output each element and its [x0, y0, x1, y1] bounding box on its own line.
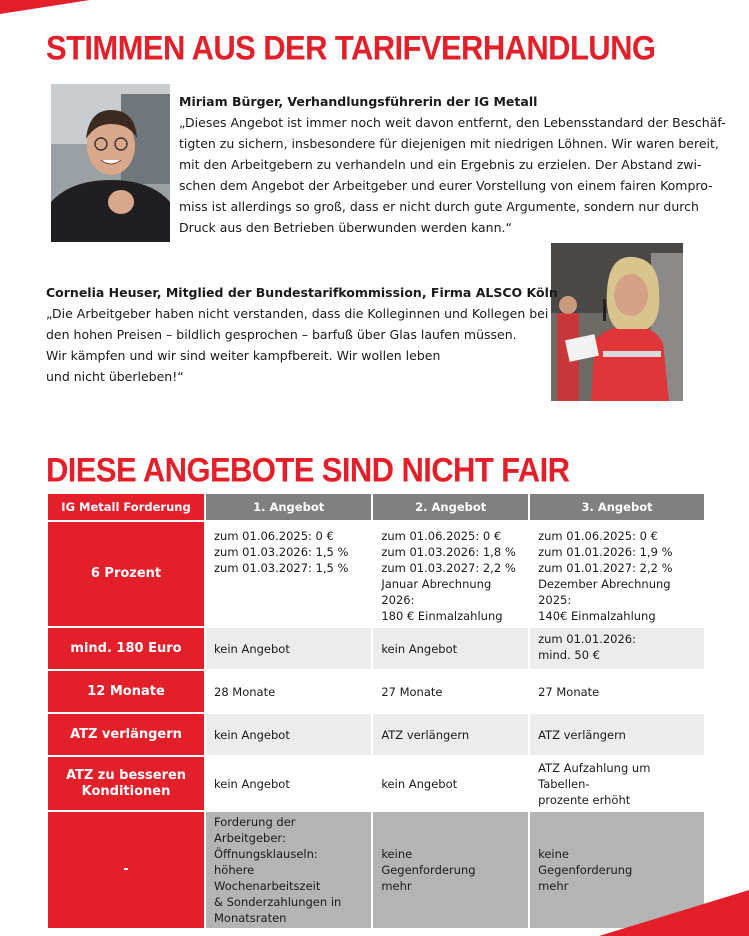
offer-cell: [373, 628, 528, 669]
demand-label: 6 Prozent: [90, 566, 162, 581]
demand-cell: [48, 628, 204, 669]
offer-line: prozente erhöht: [538, 793, 631, 807]
demand-label: 12 Monate: [87, 683, 165, 699]
offer-line: zum 01.01.2026:: [538, 632, 636, 646]
offer-line: höhere Wochenarbeitszeit: [214, 863, 321, 893]
offer-line: kein Angebot: [381, 641, 458, 656]
offer-line: ATZ Aufzahlung um Tabellen-: [538, 761, 651, 791]
quote2-speaker: Cornelia Heuser, Mitglied der Bundestarifkommission, Firma ALSCO Köln: [46, 285, 558, 300]
offer-cell: [206, 522, 371, 626]
offer-line: 28 Monate: [214, 684, 276, 699]
photo-miriam-buerger: [51, 84, 170, 242]
offer-line: kein Angebot: [214, 776, 290, 791]
section-title-offers: DIESE ANGEBOTE SIND NICHT FAIR: [46, 450, 570, 490]
offer-line: kein Angebot: [381, 776, 458, 791]
demand-cell: [48, 522, 204, 626]
offer-line: keine: [381, 847, 413, 861]
demand-cell: [48, 714, 204, 755]
offer-line: & Sonderzahlungen in: [214, 895, 342, 909]
quote1-line: tigten zu sichern, insbesondere für diejenigen mit niedrigen Löhnen. Wir waren bereit,: [179, 136, 719, 151]
table-row: [48, 757, 704, 810]
quote2-line: Wir kämpfen und wir sind weiter kampfbereit. Wir wollen leben: [46, 348, 441, 363]
header-demand: IG Metall Forderung: [48, 494, 204, 520]
offer-line: Dezember Abrechnung 2025:: [538, 577, 671, 607]
demand-cell: [48, 812, 204, 928]
offer-cell: [206, 812, 371, 928]
table-row: [48, 671, 704, 712]
quote1-line: miss ist allerdings so groß, dass er nicht durch gute Argumente, sondern nur durch: [179, 199, 699, 214]
header-offer-1: 1. Angebot: [206, 494, 371, 520]
photo-cornelia-heuser: [551, 243, 683, 401]
offer-line: keine: [538, 847, 569, 861]
offer-line: mind. 50 €: [538, 648, 600, 662]
offer-cell: [373, 812, 528, 928]
quote2-line: und nicht überleben!“: [46, 369, 184, 384]
quote2-text: [46, 303, 548, 387]
offer-line: zum 01.06.2025: 0 €: [538, 529, 658, 543]
offer-cell: [530, 628, 704, 669]
offer-line: Gegenforderung: [381, 863, 476, 877]
offer-line: zum 01.06.2025: 0 €: [381, 529, 502, 543]
table-row: [48, 522, 704, 626]
offer-line: mehr: [381, 879, 412, 893]
header-offer-2: 2. Angebot: [373, 494, 528, 520]
offer-cell: [373, 522, 528, 626]
offer-line: 27 Monate: [538, 684, 600, 699]
quote1-line: Druck aus den Betrieben überwunden werden kann.“: [179, 220, 512, 235]
quote2-line: „Die Arbeitgeber haben nicht verstanden, dass die Kolleginnen und Kollegen bei: [46, 306, 549, 321]
table-row: [48, 714, 704, 755]
offer-cell: [206, 628, 371, 669]
quote1-speaker: Miriam Bürger, Verhandlungsführerin der IG Metall: [179, 94, 538, 109]
offer-line: kein Angebot: [214, 727, 290, 742]
demand-label: Konditionen: [81, 783, 171, 799]
offer-cell: [206, 757, 371, 810]
demand-label: -: [123, 862, 129, 877]
offer-line: zum 01.06.2025: 0 €: [214, 529, 334, 543]
corner-decoration-top: [0, 0, 90, 14]
offer-line: Januar Abrechnung 2026:: [381, 577, 492, 607]
quote1-line: „Dieses Angebot ist immer noch weit davon entfernt, den Lebensstandard der Beschäf-: [179, 115, 726, 130]
offer-cell: [530, 714, 704, 755]
offer-line: zum 01.03.2026: 1,5 %: [214, 545, 349, 559]
offer-line: ATZ verlängern: [381, 727, 470, 742]
offer-cell: [206, 714, 371, 755]
offer-line: Monatsraten: [214, 911, 287, 925]
offer-line: Forderung der Arbeitgeber:: [214, 815, 296, 845]
offer-line: ATZ verlängern: [538, 727, 626, 742]
demand-cell: [48, 671, 204, 712]
offer-line: Gegenforderung: [538, 863, 633, 877]
table-row: [48, 628, 704, 669]
offer-line: Öffnungsklauseln:: [214, 847, 318, 861]
offer-cell: [530, 757, 704, 810]
offers-table: [46, 492, 706, 930]
offer-line: zum 01.03.2027: 1,5 %: [214, 561, 349, 575]
offer-line: 27 Monate: [381, 684, 443, 699]
offer-cell: [206, 671, 371, 712]
offer-cell: [373, 757, 528, 810]
demand-label: mind. 180 Euro: [70, 640, 182, 656]
header-offer-3: 3. Angebot: [530, 494, 704, 520]
quote1-line: schen dem Angebot der Arbeitgeber und eurer Vorstellung von einem fairen Kompro-: [179, 178, 713, 193]
offer-cell: [373, 671, 528, 712]
offer-line: mehr: [538, 879, 569, 893]
quote1-line: mit den Arbeitgebern zu verhandeln und ein Ergebnis zu erzielen. Der Abstand zwi-: [179, 157, 702, 172]
offer-line: 180 € Einmalzahlung: [381, 609, 503, 623]
demand-label: ATZ zu besseren: [65, 767, 187, 783]
offer-line: zum 01.01.2026: 1,9 %: [538, 545, 673, 559]
offer-line: 140€ Einmalzahlung: [538, 609, 656, 623]
offer-cell: [530, 671, 704, 712]
quote2-line: den hohen Preisen – bildlich gesprochen – barfuß über Glas laufen müssen.: [46, 327, 517, 342]
offer-line: zum 01.03.2026: 1,8 %: [381, 545, 516, 559]
offer-cell: [373, 714, 528, 755]
quote1-text: [179, 112, 726, 238]
demand-cell: [48, 757, 204, 810]
offer-cell: [530, 522, 704, 626]
corner-decoration-bottom: [599, 890, 749, 936]
demand-label: ATZ verlängern: [70, 726, 182, 742]
table-header-row: [48, 494, 704, 520]
section-title-voices: STIMMEN AUS DER TARIFVERHANDLUNG: [46, 28, 656, 68]
offer-line: kein Angebot: [214, 641, 290, 656]
offer-line: zum 01.03.2027: 2,2 %: [381, 561, 516, 575]
offer-line: zum 01.01.2027: 2,2 %: [538, 561, 673, 575]
